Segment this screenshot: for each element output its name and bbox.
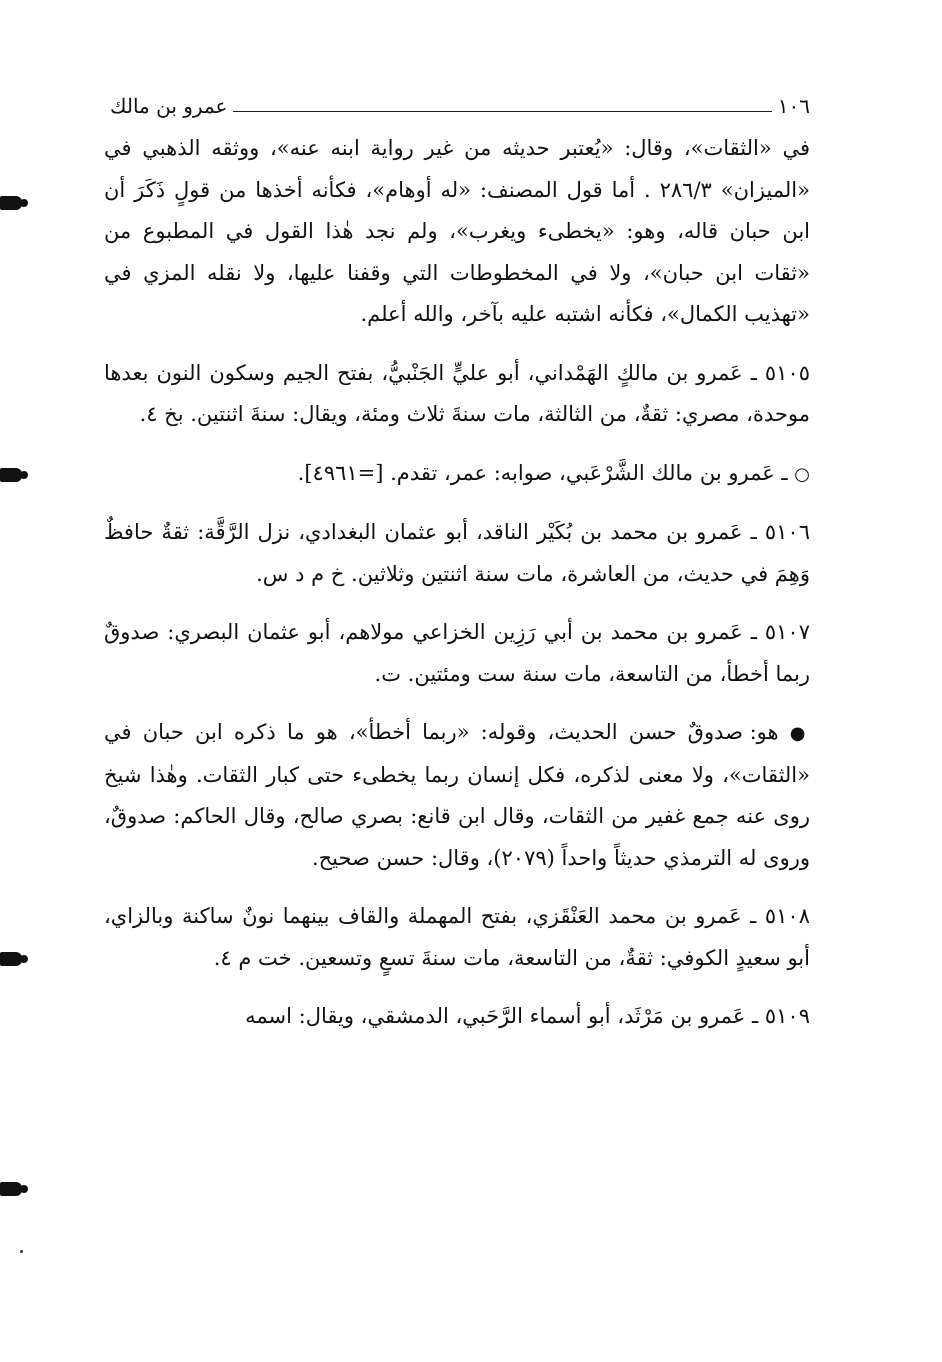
entry-5106 (104, 512, 810, 595)
commentary-5107 (104, 712, 810, 879)
scan-margin-mark (0, 1182, 22, 1196)
paragraph-text: ٥١٠٥ ـ عَمرو بن مالكٍ الهَمْداني، أبو عليٍّ الجَنْبيُّ، بفتح الجيم وسكون النون بعدها موحدة، مصري: ثقةٌ، من الثالثة، مات سنةَ ثلاث ومئة، ويقال: سنةَ اثنتين. بخ ٤. (104, 360, 810, 426)
header-rule (233, 111, 771, 112)
paragraph-text: هو: صدوقٌ حسن الحديث، وقوله: «ربما أخطأ»، هو ما ذكره ابن حبان في «الثقات»، ولا معنى لذكره، فكل إنسان ربما يخطىء حتى كبار الثقات. وهٰذا شيخ روى عنه جمع غفير من الثقات، وقال ابن قانع: بصري صالح، وقال الحاكم: صدوقٌ، وروى له الترمذي حديثاً واحداً (٢٠٧٩)، وقال: حسن صحيح. (104, 720, 810, 870)
entry-5109 (104, 996, 810, 1038)
entry-5105 (104, 353, 810, 436)
page-number: ١٠٦ (777, 94, 810, 118)
entry-5108 (104, 896, 810, 979)
paragraph-text: ٥١٠٧ ـ عَمرو بن محمد بن أبي رَزِين الخزاعي مولاهم، أبو عثمان البصري: صدوقٌ ربما أخطأ، من التاسعة، مات سنة ست ومئتين. ت. (104, 620, 810, 686)
paragraph-text: ٥١٠٩ ـ عَمرو بن مَرْثَد، أبو أسماء الرَّحَبي، الدمشقي، ويقال: اسمه (245, 1004, 810, 1028)
entry-cross-reference (104, 453, 810, 496)
scan-margin-mark (0, 952, 22, 966)
running-header (110, 88, 810, 118)
filled-circle-marker: ● (789, 723, 810, 744)
entry-5107 (104, 612, 810, 695)
scan-margin-mark (0, 196, 22, 210)
scan-margin-mark (0, 468, 22, 482)
paragraph-text: ٥١٠٨ ـ عَمرو بن محمد العَنْقَزي، بفتح المهملة والقاف بينهما نونٌ ساكنة وبالزاي، أبو سعيدٍ الكوفي: ثقةٌ، من التاسعة، مات سنةَ تسعٍ وتسعين. خت م ٤. (104, 904, 810, 970)
hollow-circle-marker: ○ (794, 463, 810, 485)
paragraph-text: ـ عَمرو بن مالك الشَّرْعَبي، صوابه: عمر، تقدم. [=٤٩٦١]. (297, 460, 788, 485)
paragraph-text: ٥١٠٦ ـ عَمرو بن محمد بن بُكَيْر الناقد، أبو عثمان البغدادي، نزل الرَّقَّة: ثقةٌ حافظٌ وَهِمَ في حديث، من العاشرة، مات سنة اثنتين وثلاثين. خ م د س. (104, 520, 810, 586)
paragraph-continuation (104, 128, 810, 336)
page-body (104, 128, 810, 1038)
scan-speck (20, 1250, 23, 1253)
paragraph-text: في «الثقات»، وقال: «يُعتبر حديثه من غير رواية ابنه عنه»، ووثقه الذهبي في «الميزان» ٢٨٦/٣ . أما قول المصنف: «له أوهام»، فكأنه أخذها من قولٍ ذَكَرَ أن ابن حبان قاله، وهو: «يخطىء ويغرب»، ولم نجد هٰذا القول في المطبوع من «ثقات ابن حبان»، ولا في المخطوطات التي وقفنا عليها، ولا نقله المزي في «تهذيب الكمال»، فكأنه اشتبه عليه بآخر، والله أعلم. (104, 136, 810, 326)
running-title: عمرو بن مالك (110, 94, 228, 118)
